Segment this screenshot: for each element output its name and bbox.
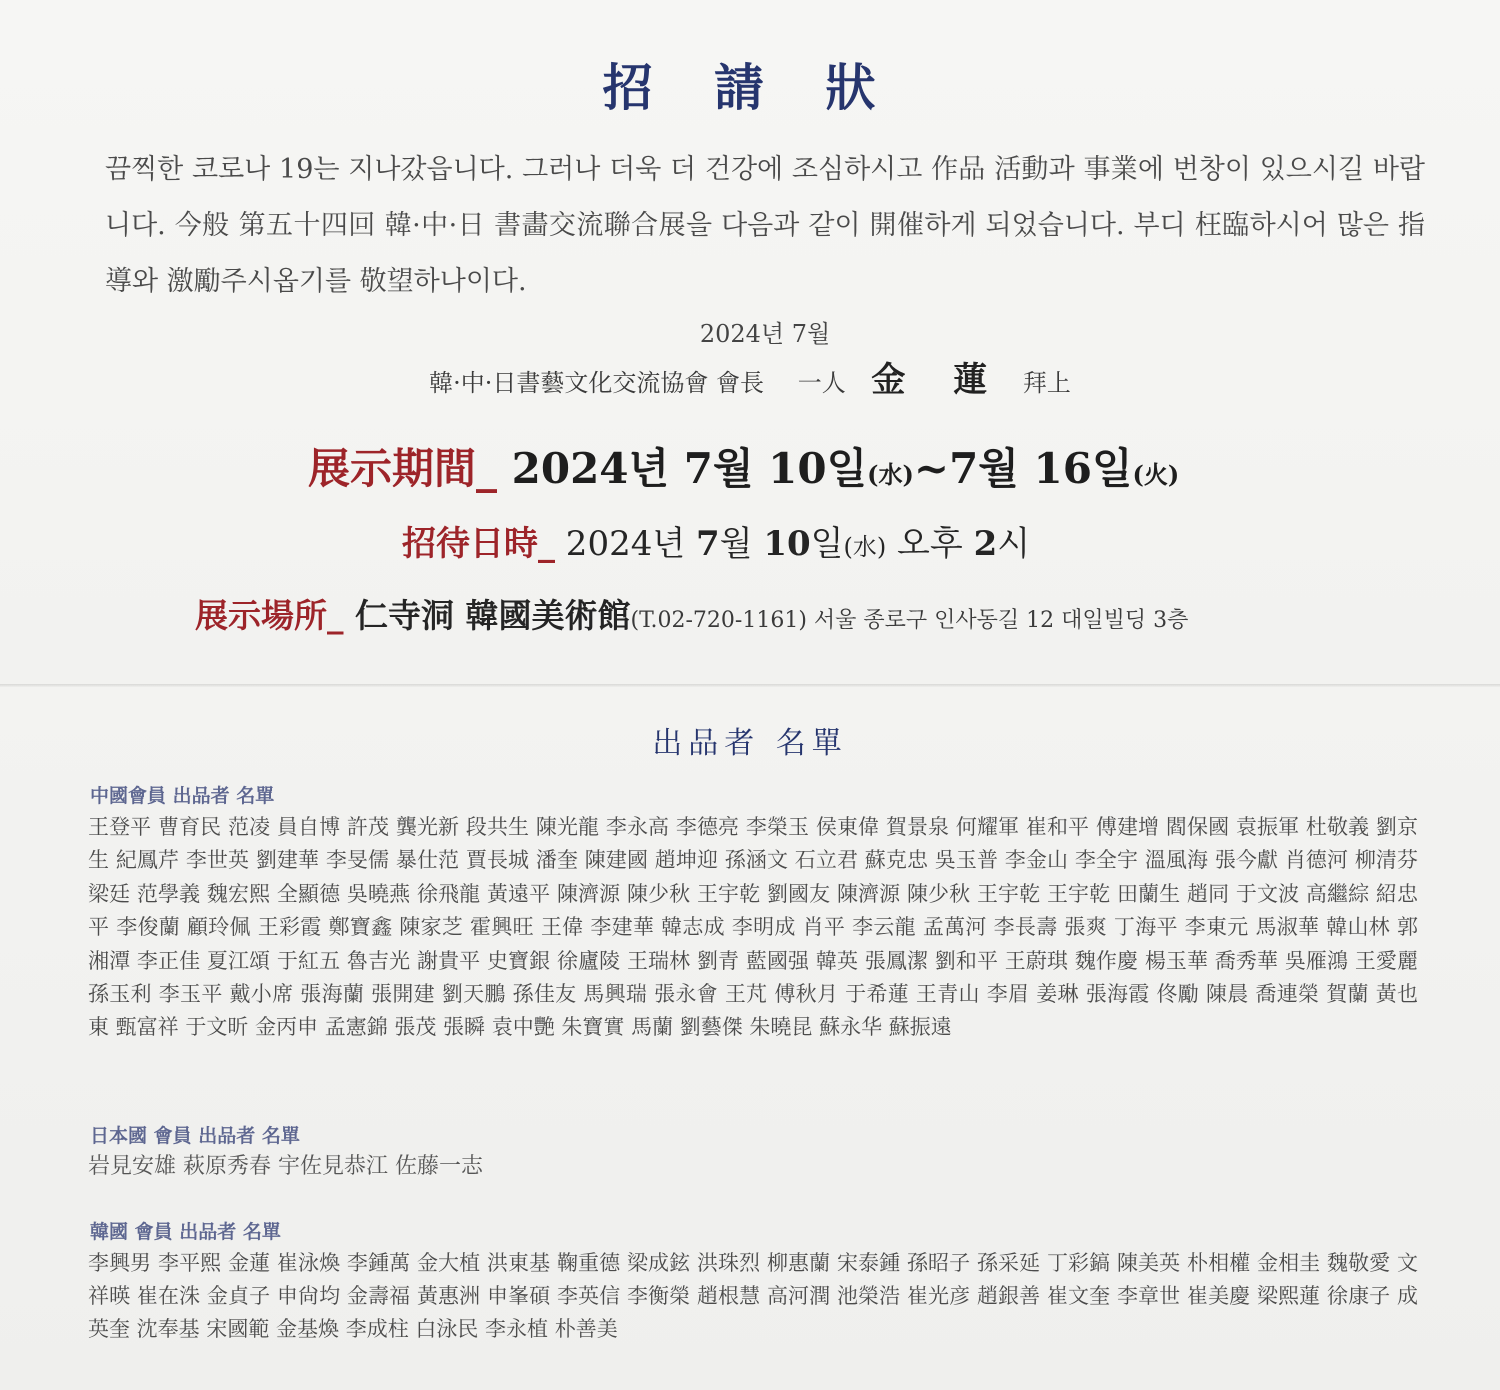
period-start: 2024년 7월 10일 [497,444,868,493]
korea-members-names: 李興男 李平熙 金蓮 崔泳煥 李鍾萬 金大植 洪東基 鞠重德 梁成鉉 洪珠烈 柳惠蘭 宋泰鍾 孫昭子 孫采延 丁彩鎬 陳美英 朴相權 金相圭 魏敬愛 文祥暎 崔在洙 金貞子 申尙均 金壽福 黃惠洲 申峯碩 李英信 李衡榮 趙根慧 高河潤 池榮浩 崔光彦 趙銀善 崔文奎 李章世 崔美慶 梁熙蓮 徐康子 成英奎 沈奉基 宋國範 金基煥 李成柱 白泳民 李永植 朴善美 [88,1251,1418,1341]
reception-weekday: (水) [843,533,887,561]
japan-members-title: 日本國 會員 出品者 名單 [90,1125,300,1147]
china-members-names: 王登平 曹育民 范凌 員自博 許茂 龔光新 段共生 陳光龍 李永高 李德亮 李榮玉 侯東偉 賀景泉 何耀軍 崔和平 傅建增 閻保國 袁振軍 杜敬義 劉京生 紀鳳芹 李世英 劉建華 李旻儒 暴仕范 賈長城 潘奎 陳建國 趙坤迎 孫涵文 石立君 蘇克忠 吳玉普 李金山 李全宇 溫風海 張今獻 肖德河 柳清芬 梁廷 范學義 魏宏熙 全顯德 吳曉燕 徐飛龍 黃遠平 陳濟源 陳少秋 王宇乾 劉國友 陳濟源 陳少秋 王宇乾 王宇乾 田蘭生 趙同 于文波 高繼綜 紹忠平 李俊蘭 顧玲佩 王彩霞 鄭寶鑫 陳家芝 霍興旺 王偉 李建華 韓志成 李明成 肖平 李云龍 孟萬河 李長壽 張爽 丁海平 李東元 馬淑華 韓山林 郭湘潭 李正佳 夏江頌 于紅五 魯吉光 謝貴平 史寶銀 徐廬陵 王瑞林 劉青 藍國强 韓英 張鳳潔 劉和平 王蔚琪 魏作慶 楊玉華 喬秀華 吳雁鴻 王愛麗 孫玉利 李玉平 戴小席 張海蘭 張開建 劉天鵬 孫佳友 馬興瑞 張永會 王芃 傅秋月 于希蓮 王青山 李眉 姜琳 張海霞 佟勵 陳晨 喬連榮 賀蘭 黃也東 甄富祥 于文昕 金丙申 孟憲錦 張茂 張瞬 袁中艷 朱寶實 馬蘭 劉藝傑 朱曉昆 蘇永华 蘇振遠 [88,815,1418,1040]
exhibition-period [308,436,1179,496]
korea-members-title: 韓國 會員 出品者 名單 [90,1221,281,1243]
signature-line [0,352,1500,401]
venue-name: 仁寺洞 韓國美術館 [343,596,631,635]
venue-label: 展示場所_ [195,596,344,635]
reception-pm: 오후 [886,524,974,564]
signature-name: 金 蓮 [871,360,1006,400]
period-label: 展示期間_ [308,444,498,493]
invitation-title: 招 請 狀 [602,58,898,117]
period-start-day: (水) [867,460,914,489]
reception-day: 10 [763,524,811,564]
reception-month: 7 [696,524,720,564]
venue-detail: (T.02-720-1161) 서울 종로구 인사동길 12 대일빌딩 3층 [630,608,1189,633]
reception-day-unit: 일 [810,524,844,564]
participant-list-title: 出品者 名單 [652,726,848,761]
reception-month-unit: 월 [719,524,764,564]
reception-hour: 2 [973,524,998,564]
signature-suffix: 拜上 [1022,369,1071,397]
intro-paragraph: 끔찍한 코로나 19는 지나갔읍니다. 그러나 더욱 더 건강에 조심하시고 作品 活動과 事業에 번창이 있으시길 바랍니다. 今般 第五十四回 韓·中·日 書畵交流聯合展을 다음과 같이 開催하게 되었습니다. 부디 枉臨하시어 많은 指導와 激勵주시옵기를 敬望하나이다. [105,154,1425,297]
japan-members-names: 岩見安雄 萩原秀春 宇佐見恭江 佐藤一志 [88,1154,483,1179]
exhibition-venue [195,590,1188,637]
reception-year: 2024년 [555,524,696,564]
china-members-title: 中國會員 出品者 名單 [90,785,275,807]
reception-time [402,516,1030,565]
reception-hour-unit: 시 [997,524,1031,564]
period-end-day: (火) [1132,460,1180,489]
issue-date: 2024년 7월 [699,320,831,348]
signature-prefix: 一人 [797,369,846,397]
reception-label: 招待日時_ [402,524,555,564]
signature-org: 韓·中·日書藝文化交流協會 會長 [429,369,765,397]
period-end: ~7월 16일 [913,444,1133,493]
